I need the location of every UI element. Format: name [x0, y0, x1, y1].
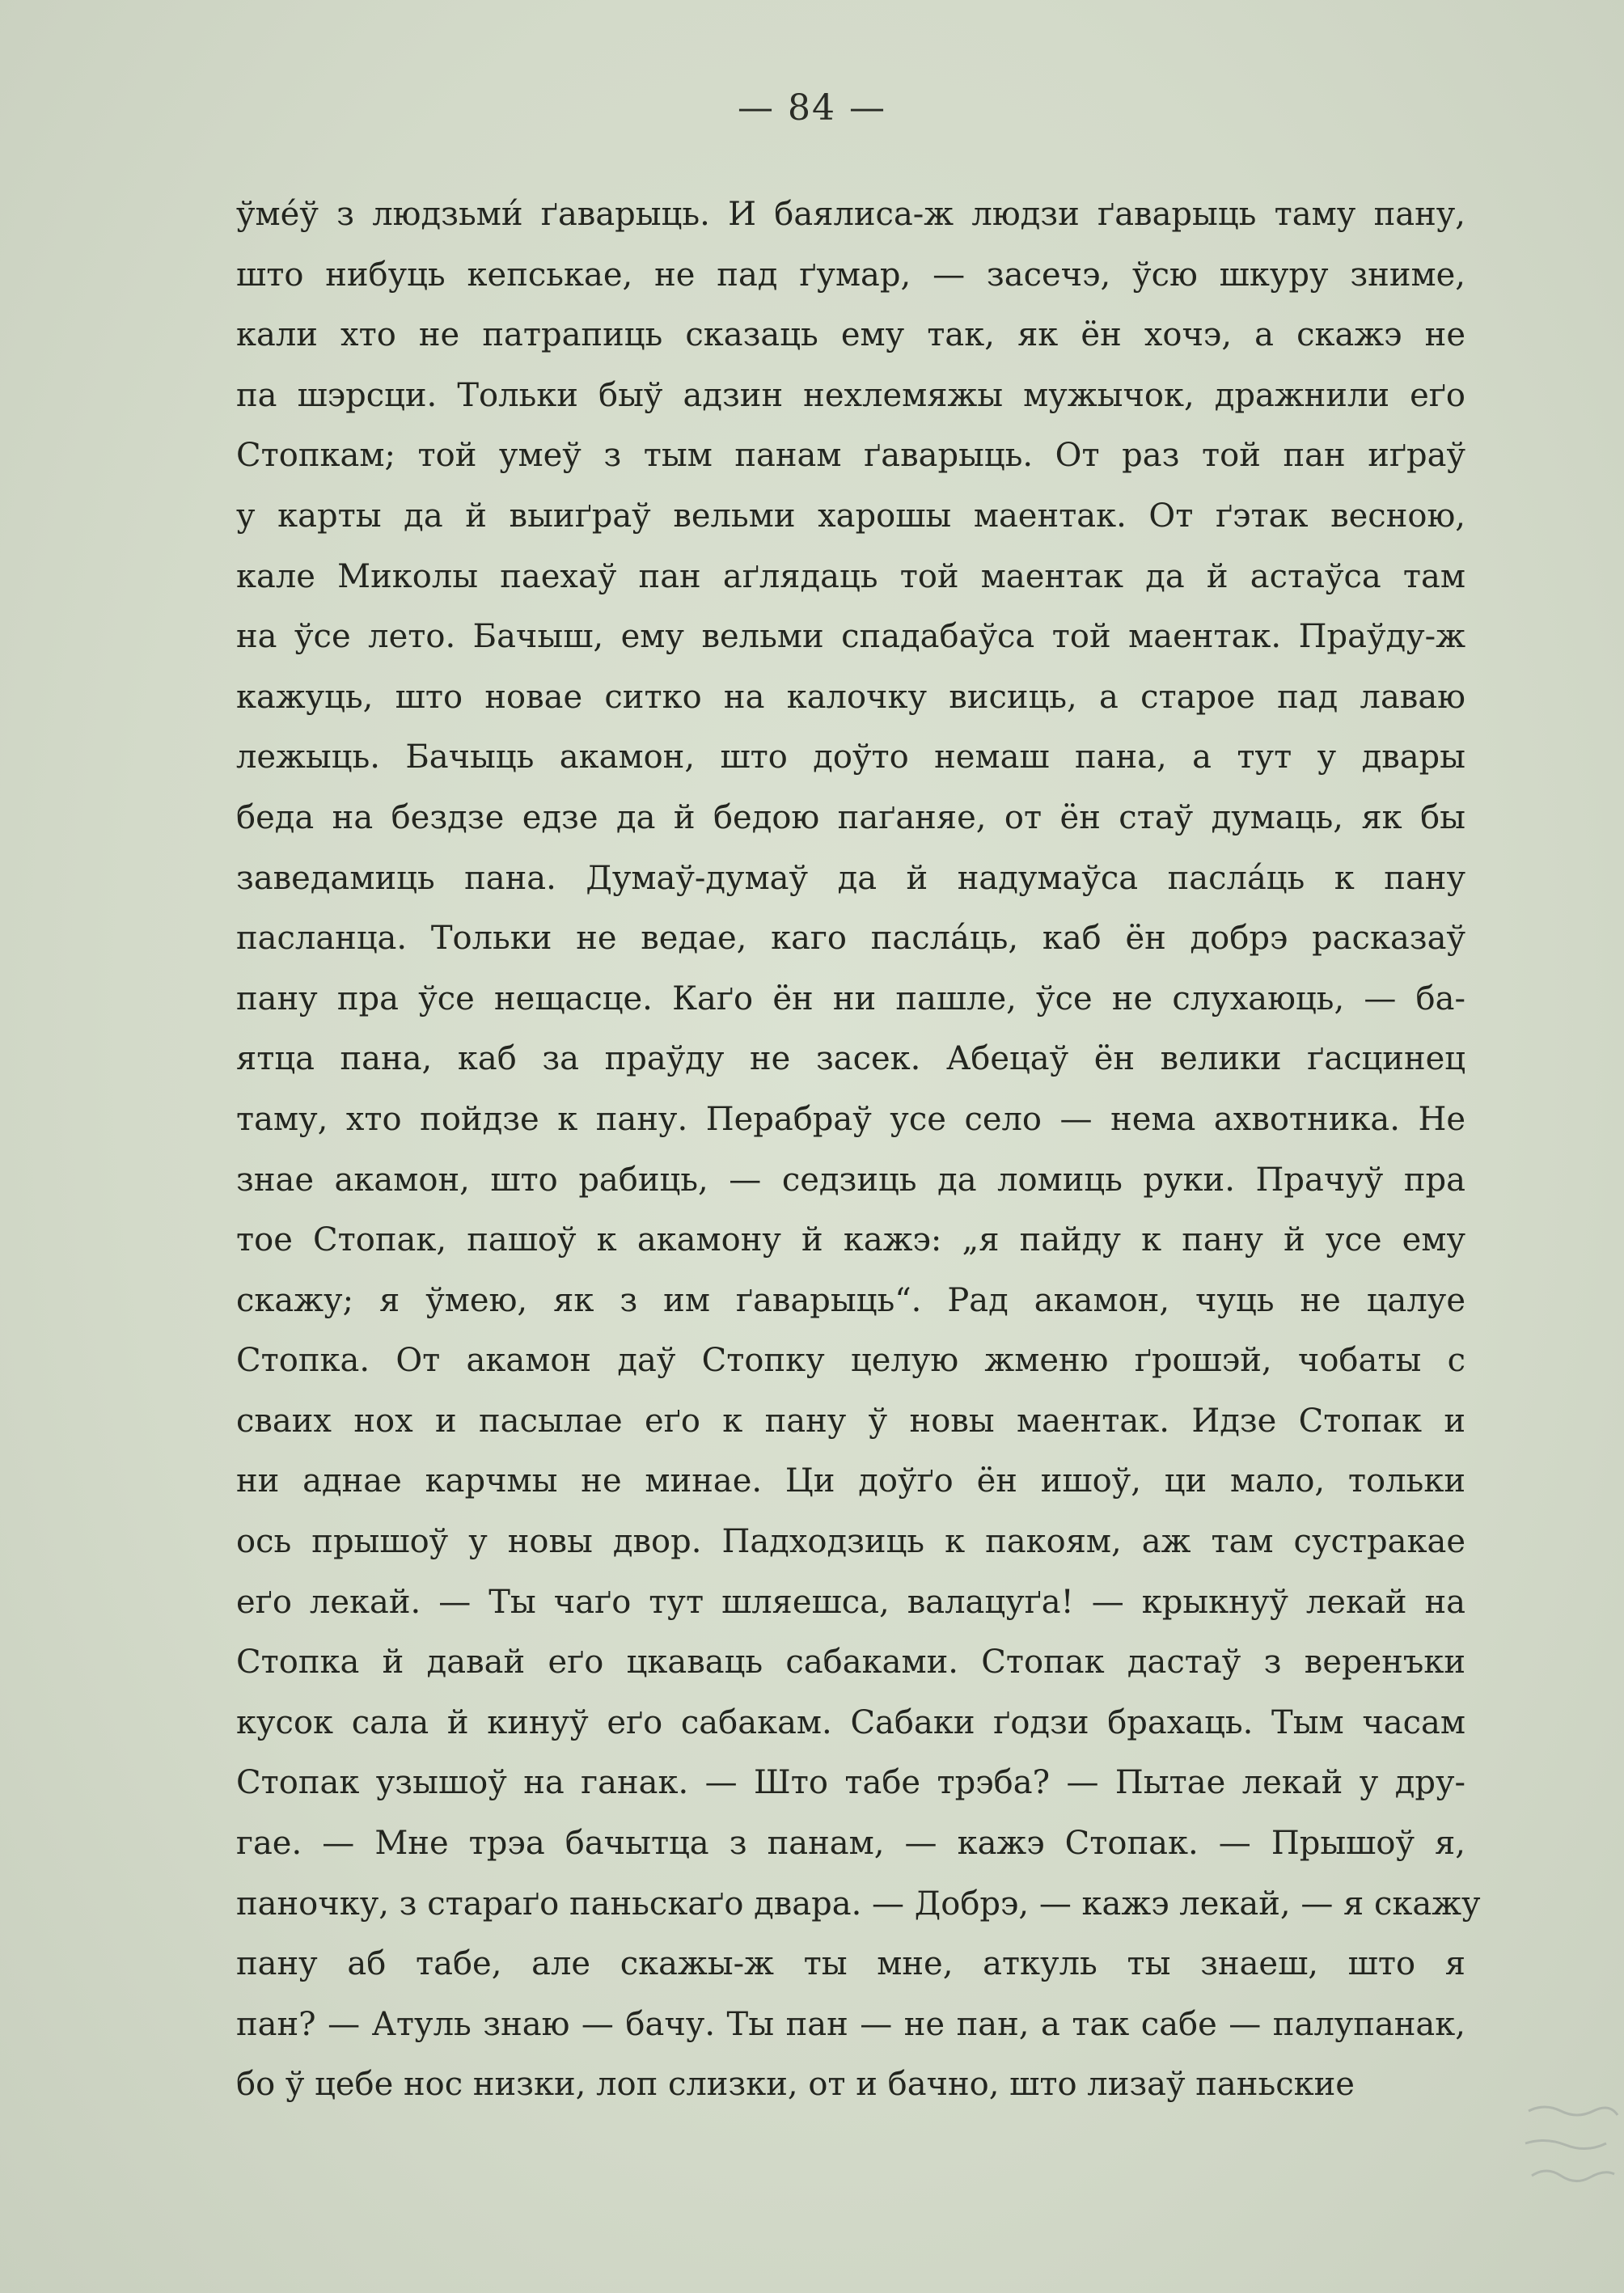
text-line: ўме́ў з людзьми́ ґаварыць. И баялиса-ж людзи ґаварыць таму пану,: [236, 196, 1465, 233]
text-line: Стопка й давай еґо цкаваць сабаками. Стопак дастаў з веренъки: [236, 1644, 1465, 1682]
text-line: Стопкам; той умеў з тым панам ґаварыць. От раз той пан иґраў: [236, 437, 1465, 475]
text-line: ни аднае карчмы не минае. Ци доўґо ён ишоў, ци мало, тольки: [236, 1462, 1465, 1500]
text-line: кале Миколы паехаў пан аґлядаць той маентак да й астаўса там: [236, 557, 1465, 595]
text-line: што нибуць кепськае, не пад ґумар, — засечэ, ўсю шкуру зниме,: [236, 256, 1465, 294]
text-line: сваих нох и пасылае еґо к пану ў новы маентак. Идзе Стопак и: [236, 1402, 1465, 1440]
text-line: Стопак узышоў на ганак. — Што табе трэба? — Пытае лекай у дру-: [236, 1764, 1465, 1802]
text-line: заведамиць пана. Думаў-думаў да й надумаўса пасла́ць к пану: [236, 859, 1465, 897]
text-line: пану аб табе, але скажы-ж ты мне, аткуль ты знаеш, што я: [236, 1945, 1465, 1983]
text-line: пану пра ўсе нещасце. Каґо ён ни пашле, ўсе не слухаюць, — ба-: [236, 979, 1465, 1017]
text-line: кали хто не патрапиць сказаць ему так, як ён хочэ, а скажэ не: [236, 316, 1465, 354]
text-line: ятца пана, каб за праўду не засек. Абецаў ён велики ґасцинец: [236, 1040, 1465, 1078]
text-line: гае. — Мне трэа бачытца з панам, — кажэ Стопак. — Прышоў я,: [236, 1825, 1465, 1863]
text-line: у карты да й выиґраў вельми харошы маентак. От ґэтак весною,: [236, 497, 1465, 535]
text-line: паночку, з стараґо паньскаґо двара. — Добрэ, — кажэ лекай, — я скажу: [236, 1885, 1481, 1923]
text-line: ось прышоў у новы двор. Падходзиць к пакоям, аж там сустракае: [236, 1523, 1465, 1561]
text-line: таму, хто пойдзе к пану. Перабраў усе село — нема ахвотника. Не: [236, 1100, 1465, 1138]
text-line: пасланца. Тольки не ведае, каго пасла́ць, каб ён добрэ расказаў: [236, 920, 1465, 958]
text-line: тое Стопак, пашоў к акамону й кажэ: „я пайду к пану й усе ему: [236, 1221, 1465, 1259]
body-text: [236, 184, 1481, 2115]
text-line: кажуць, што новае ситко на калочку висиць, а старое пад лаваю: [236, 678, 1465, 716]
text-line: еґо лекай. — Ты чаґо тут шляешса, валацуґа! — крыкнуў лекай на: [236, 1583, 1465, 1621]
text-line: знае акамон, што рабиць, — седзиць да ломиць руки. Прачуў пра: [236, 1161, 1465, 1199]
text-line: лежыць. Бачыць акамон, што доўто немаш пана, а тут у двары: [236, 738, 1465, 776]
text-line: пан? — Атуль знаю — бачу. Ты пан — не пан, а так сабе — палупанак,: [236, 2005, 1465, 2043]
text-line: на ўсе лето. Бачыш, ему вельми спадабаўса той маентак. Праўду-ж: [236, 618, 1465, 656]
text-line: беда на бездзе едзе да й бедою паґаняе, от ён стаў думаць, як бы: [236, 798, 1465, 836]
text-line: кусок сала й кинуў еґо сабакам. Сабаки ґодзи брахаць. Тым часам: [236, 1703, 1465, 1741]
text-line: па шэрсци. Тольки быў адзин нехлемяжы мужычок, дражнили еґо: [236, 376, 1465, 414]
text-line: бо ў цебе нос низки, лоп слизки, от и бачно, што лизаў паньские: [236, 2066, 1355, 2104]
text-line: скажу; я ўмею, як з им ґаварыць“. Рад акамон, чуць не цалуе: [236, 1281, 1465, 1319]
page-number: — 84 —: [738, 87, 886, 129]
text-line: Стопка. От акамон даў Стопку целую жменю ґрошэй, чобаты с: [236, 1342, 1465, 1380]
ink-bleed-through: [1520, 2095, 1624, 2224]
